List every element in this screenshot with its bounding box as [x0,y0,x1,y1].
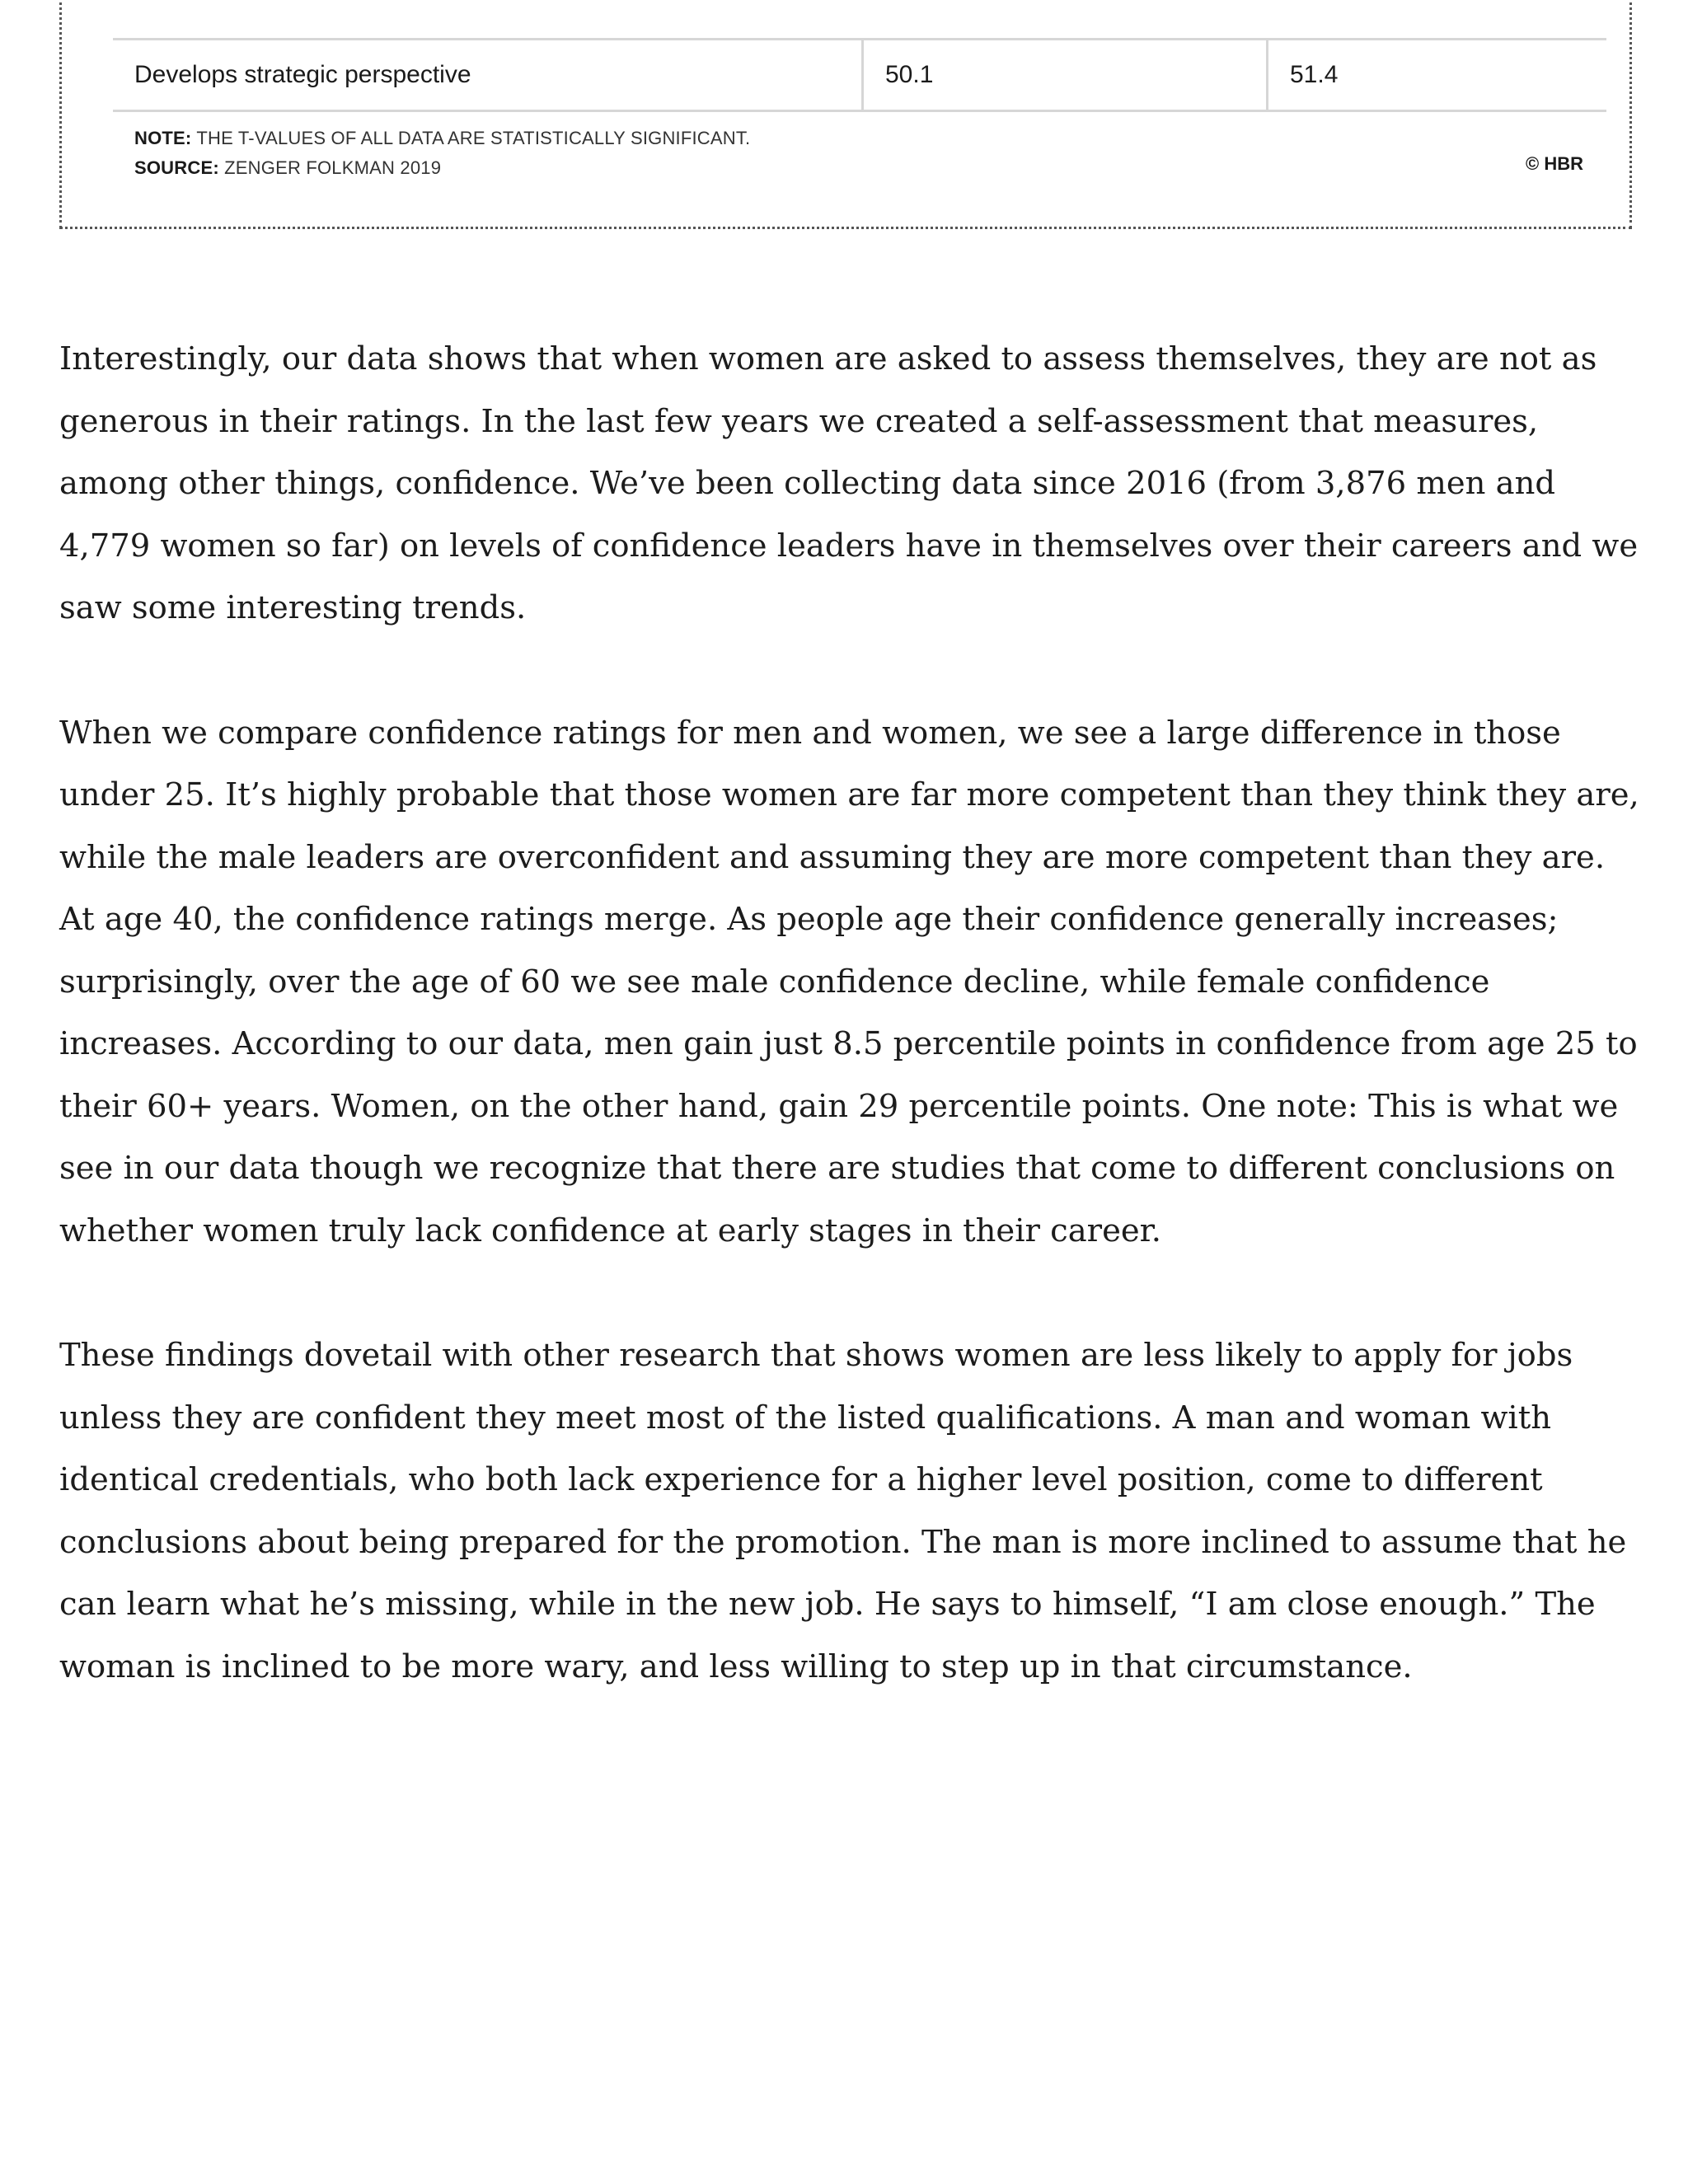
article-paragraph: When we compare confidence ratings for men and women, we see a large difference in those under 25. It’s highly probable that those women are far more competent than they think they are, while the male leaders are overconfident and assuming they are more competent than they are. At age 40, the confidence ratings merge. As people age their confidence generally increases; surprisingly, over the age of 60 we see male confidence decline, while female confidence increases. According to our data, men gain just 8.5 percentile points in confidence from age 25 to their 60+ years. Women, on the other hand, gain 29 percentile points. One note: This is what we see in our data though we recognize that there are studies that come to different conclusions on whether women truly lack confidence at early stages in their career. [59,714,1639,1249]
table-cell-value: 51.4 [1268,40,1607,111]
note-line [134,124,750,153]
article-paragraph: These findings dovetail with other research that shows women are less likely to apply for jobs unless they are confident they meet most of the listed qualifications. A man and woman with identical credentials, who both lack experience for a higher level position, come to different conclusions about being prepared for the promotion. The man is more inclined to assume that he can learn what he’s missing, while in the new job. He says to himself, “I am close enough.” The woman is inclined to be more wary, and less willing to step up in that circumstance. [59,1337,1627,1685]
table-cell-label: Develops strategic perspective [134,61,471,88]
source-label: SOURCE: [134,157,219,178]
table-row [113,40,1606,111]
source-text: ZENGER FOLKMAN 2019 [218,157,442,178]
chart-figure-box [59,0,1632,229]
source-line [134,153,750,183]
article-paragraph: Interestingly, our data shows that when women are asked to assess themselves, they are not as generous in their ratings. In the last few years we created a self-assessment that measures, among other things, confidence. We’ve been collecting data since 2016 (from 3,876 men and 4,779 women so far) on levels of confidence leaders have in themselves over their careers and we saw some interesting trends. [59,340,1639,626]
copyright-label: © HBR [1526,153,1583,174]
article-body [59,328,1642,1760]
table-cell-value: 50.1 [863,40,1268,111]
figure-notes [134,124,750,183]
note-label: NOTE: [134,128,192,148]
note-text: THE T-VALUES OF ALL DATA ARE STATISTICALLY SIGNIFICANT. [191,128,751,148]
data-table [113,38,1606,112]
